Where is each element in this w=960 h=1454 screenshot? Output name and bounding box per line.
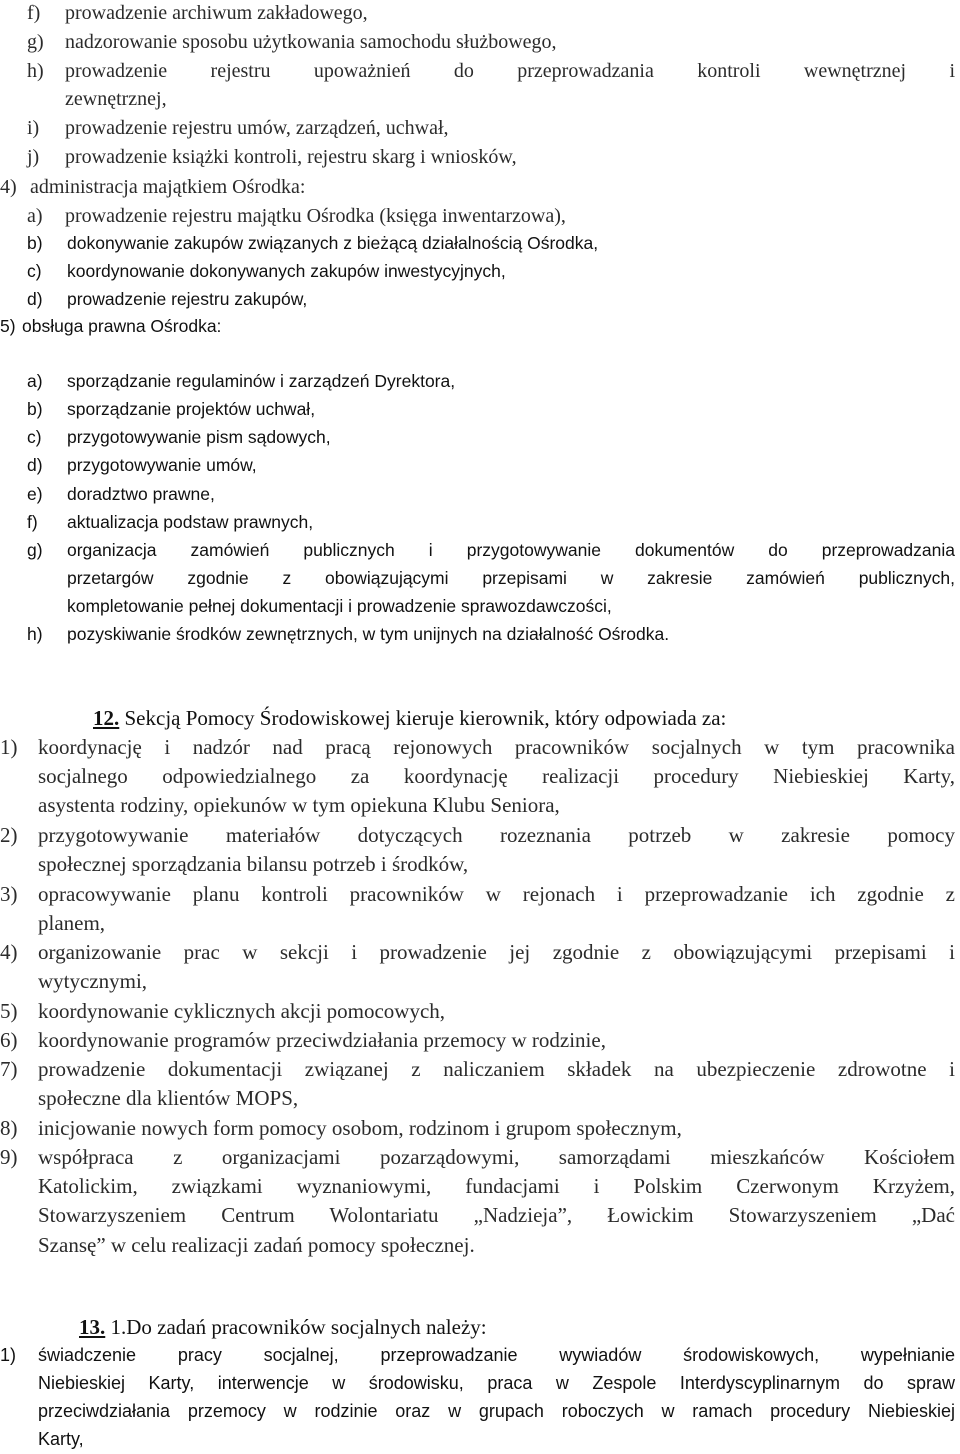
- item-text: socjalnego odpowiedzialnego za koordynację realizacji procedury Niebieskiej Karty,: [38, 764, 955, 788]
- item-label: a): [27, 205, 43, 227]
- item-text: koordynowanie cyklicznych akcji pomocowych,: [38, 999, 446, 1023]
- item-label: 4): [0, 940, 18, 964]
- item-text: przeciwdziałania przemocy w rodzinie oraz w grupach roboczych w ramach procedury Niebieskiej: [38, 1401, 955, 1421]
- item-label: c): [27, 261, 42, 281]
- item-label: e): [27, 484, 43, 504]
- item-text: przygotowywanie umów,: [67, 455, 257, 475]
- item-label: c): [27, 427, 42, 447]
- item-label: 1): [0, 735, 18, 759]
- item-text: aktualizacja podstaw prawnych,: [67, 512, 314, 532]
- item-label: g): [27, 31, 44, 53]
- item-text: wytycznymi,: [38, 969, 148, 993]
- item-text: współpraca z organizacjami pozarządowymi, samorządami mieszkańców Kościołem: [38, 1145, 955, 1169]
- item-text: świadczenie pracy socjalnej, przeprowadzanie wywiadów środowiskowych, wypełnianie: [38, 1345, 955, 1365]
- item-label: g): [27, 540, 43, 560]
- item-label: a): [27, 371, 43, 391]
- paragraph-intro: Sekcją Pomocy Środowiskowej kieruje kierownik, który odpowiada za:: [124, 706, 727, 730]
- item-text: przygotowywanie pism sądowych,: [67, 427, 331, 447]
- item-text: koordynowanie programów przeciwdziałania przemocy w rodzinie,: [38, 1028, 606, 1052]
- item-text: Niebieskiej Karty, interwencje w środowisku, praca w Zespole Interdyscyplinarnym do spraw: [38, 1373, 955, 1393]
- item-label: f): [27, 512, 38, 532]
- item-text: planem,: [38, 911, 106, 935]
- paragraph-13-heading: [79, 1313, 487, 1341]
- paragraph-number: 13.: [79, 1315, 106, 1339]
- item-text: obsługa prawna Ośrodka:: [22, 316, 222, 336]
- item-text: Katolickim, związkami wyznaniowymi, fundacjami i Polskim Czerwonym Krzyżem,: [38, 1174, 955, 1198]
- item-label: 9): [0, 1145, 18, 1169]
- item-label: 2): [0, 823, 18, 847]
- item-label: 1): [0, 1345, 17, 1365]
- item-text: sporządzanie projektów uchwał,: [67, 399, 316, 419]
- item-label: 6): [0, 1028, 18, 1052]
- item-label: 8): [0, 1116, 18, 1140]
- item-text: sporządzanie regulaminów i zarządzeń Dyrektora,: [67, 371, 456, 391]
- item-text: Szansę” w celu realizacji zadań pomocy społecznej.: [38, 1233, 475, 1257]
- item-text: dokonywanie zakupów związanych z bieżącą działalnością Ośrodka,: [67, 233, 599, 253]
- item-label: h): [27, 60, 44, 82]
- item-text: inicjowanie nowych form pomocy osobom, rodzinom i grupom społecznym,: [38, 1116, 682, 1140]
- item-text: administracja majątkiem Ośrodka:: [30, 176, 306, 198]
- item-text: koordynowanie dokonywanych zakupów inwestycyjnych,: [67, 261, 506, 281]
- item-label: 3): [0, 882, 18, 906]
- paragraph-12-heading: [93, 704, 726, 732]
- item-text: Stowarzyszeniem Centrum Wolontariatu „Nadzieja”, Łowickim Stowarzyszeniem „Dać: [38, 1203, 955, 1227]
- item-text: prowadzenie książki kontroli, rejestru skarg i wniosków,: [65, 146, 517, 168]
- item-text: prowadzenie rejestru zakupów,: [67, 289, 308, 309]
- paragraph-intro: 1.Do zadań pracowników socjalnych należy:: [110, 1315, 487, 1339]
- item-text: prowadzenie rejestru umów, zarządzeń, uchwał,: [65, 117, 449, 139]
- item-label: d): [27, 455, 43, 475]
- item-label: 7): [0, 1057, 18, 1081]
- item-text: opracowywanie planu kontroli pracowników w rejonach i przeprowadzanie ich zgodnie z: [38, 882, 955, 906]
- item-text: pozyskiwanie środków zewnętrznych, w tym unijnych na działalność Ośrodka.: [67, 624, 670, 644]
- item-text: asystenta rodziny, opiekunów w tym opiekuna Klubu Seniora,: [38, 793, 560, 817]
- item-label: i): [27, 117, 40, 139]
- item-label: f): [27, 2, 41, 24]
- item-text: organizowanie prac w sekcji i prowadzenie jej zgodnie z obowiązującymi przepisami i: [38, 940, 955, 964]
- item-text: prowadzenie rejestru majątku Ośrodka (księga inwentarzowa),: [65, 205, 566, 227]
- item-label: 4): [0, 176, 17, 198]
- paragraph-number: 12.: [93, 706, 120, 730]
- item-label: h): [27, 624, 43, 644]
- item-label: j): [27, 146, 40, 168]
- item-text: Karty,: [38, 1429, 84, 1449]
- item-label: b): [27, 233, 43, 253]
- item-text: prowadzenie archiwum zakładowego,: [65, 2, 368, 24]
- item-text: zewnętrznej,: [65, 88, 167, 110]
- item-text: przygotowywanie materiałów dotyczących rozeznania potrzeb w zakresie pomocy: [38, 823, 955, 847]
- item-text: organizacja zamówień publicznych i przygotowywanie dokumentów do przeprowadzania: [67, 540, 955, 560]
- item-label: b): [27, 399, 43, 419]
- item-label: d): [27, 289, 43, 309]
- item-text: społeczne dla klientów MOPS,: [38, 1086, 299, 1110]
- item-label: 5): [0, 999, 18, 1023]
- item-text: społecznej sporządzania bilansu potrzeb i środków,: [38, 852, 469, 876]
- item-text: przetargów zgodnie z obowiązującymi przepisami w zakresie zamówień publicznych,: [67, 568, 955, 588]
- item-text: nadzorowanie sposobu użytkowania samochodu służbowego,: [65, 31, 557, 53]
- item-text: doradztwo prawne,: [67, 484, 215, 504]
- item-text: kompletowanie pełnej dokumentacji i prowadzenie sprawozdawczości,: [67, 596, 612, 616]
- item-label: 5): [0, 316, 16, 336]
- item-text: koordynację i nadzór nad pracą rejonowych pracowników socjalnych w tym pracownika: [38, 735, 955, 759]
- item-text: prowadzenie dokumentacji związanej z naliczaniem składek na ubezpieczenie zdrowotne i: [38, 1057, 955, 1081]
- item-text: prowadzenie rejestru upoważnień do przeprowadzania kontroli wewnętrznej i: [65, 60, 955, 82]
